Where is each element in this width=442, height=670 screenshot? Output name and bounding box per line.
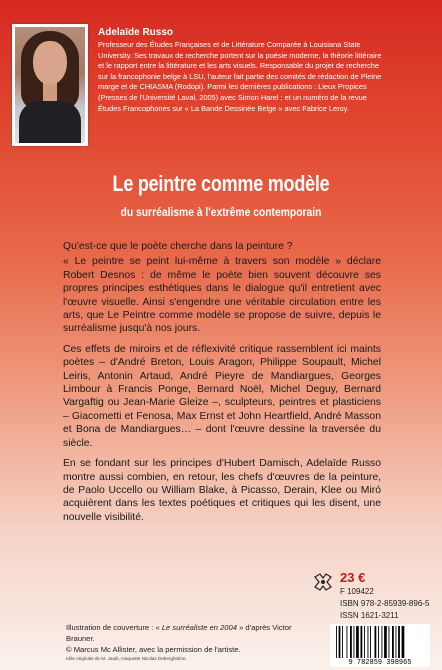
blurb-text xyxy=(63,240,381,531)
bio-line: Études Francophones sur « La Bande Dessinée Belge » avec Fabrice Leroy. xyxy=(98,103,349,113)
design-credit: Idée originale de M. Jaulé, maquette Nicolas Debergholme. xyxy=(66,656,187,661)
publisher-logo-icon xyxy=(313,573,333,591)
bio-line: Professeur des Études Françaises et de Littérature Comparée à Louisiana State xyxy=(98,40,361,49)
author-bio xyxy=(98,40,432,114)
credit-line-copyright: © Marcus Mc Allister, avec la permission de l'artiste. xyxy=(66,645,241,654)
blurb-paragraph: En se fondant sur les principes d'Hubert Damisch, Adelaïde Russo montre aussi combien, en retour, les chefs d'œuvres de la peinture, de Paolo Uccello ou William Blake, à Picasso, Derain, Klee ou Miró acquièrent dans les textes poétiques et critiques qui les disent, une nouvelle visibilité. xyxy=(63,458,381,523)
blurb-paragraph: Ces effets de miroirs et de réflexivité critique rassemblent ici maints poètes – d'André Breton, Louis Aragon, Philippe Soupault, Michel Leiris, Antonin Artaud, André Pieyre de Mandiargues, Georges Limbour à Francis Ponge, Bernard Noël, Michel Deguy, Bernard Vargaftig ou Jean-Marie Gleize –, sculpteurs, peintres et plasticiens – Giacometti et Fenosa, Max Ernst et John Heartfield, André Masson et Bona de Mandiargues… – dont l'œuvre dessine la traversée du siècle. xyxy=(63,343,381,449)
blurb-paragraph: « Le peintre se peint lui-même à travers son modèle » déclare Robert Desnos : de même le poète bien souvent découvre ses propres principes esthétiques dans le dialogue qu'il entretient avec l'œuvre visuelle. Ainsi s'engendre une véritable circulation entre les arts, que Le Peintre comme modèle se propose de suivre, depuis le surréalisme jusqu'à nos jours. xyxy=(63,256,381,335)
barcode-digits: 9 782859 398965 xyxy=(330,659,430,667)
author-photo xyxy=(12,24,88,146)
book-title: Le peintre comme modèle xyxy=(112,171,330,196)
bio-line: sur la francophonie belge à LSU, l'auteur fait partie des comités de rédaction de Pleine xyxy=(98,71,382,81)
bio-line: marge et de CHIASMA (Rodopi). Parmi les dernières publications : Lieux Propices xyxy=(98,82,367,92)
blurb-question: Qu'est-ce que le poète cherche dans la peinture ? xyxy=(63,241,293,252)
credit-line-illustration: Illustration de couverture : « Le surréaliste en 2004 » d'après Victor Brauner. xyxy=(66,623,292,643)
author-name: Adelaïde Russo xyxy=(98,27,174,38)
book-subtitle: du surréalisme à l'extrême contemporain xyxy=(120,205,322,219)
bio-line: et le rapport entre la littérature et les arts visuels. Responsable du projet de recherche xyxy=(98,61,379,71)
price-label: 23 € xyxy=(340,570,366,585)
product-code: F 109422 xyxy=(340,587,374,596)
isbn-label: ISBN 978-2-85939-896-5 xyxy=(340,599,430,608)
issn-label: ISSN 1621-3211 xyxy=(340,611,399,620)
bio-line: University. Ses travaux de recherche portent sur la poésie moderne, la théorie littéraire xyxy=(98,50,382,60)
author-portrait xyxy=(15,27,85,143)
cover-credit xyxy=(66,622,316,655)
bio-line: (Presses de l'Université Laval, 2005) avec Simon Harel ; et un numéro de la revue xyxy=(98,92,367,102)
